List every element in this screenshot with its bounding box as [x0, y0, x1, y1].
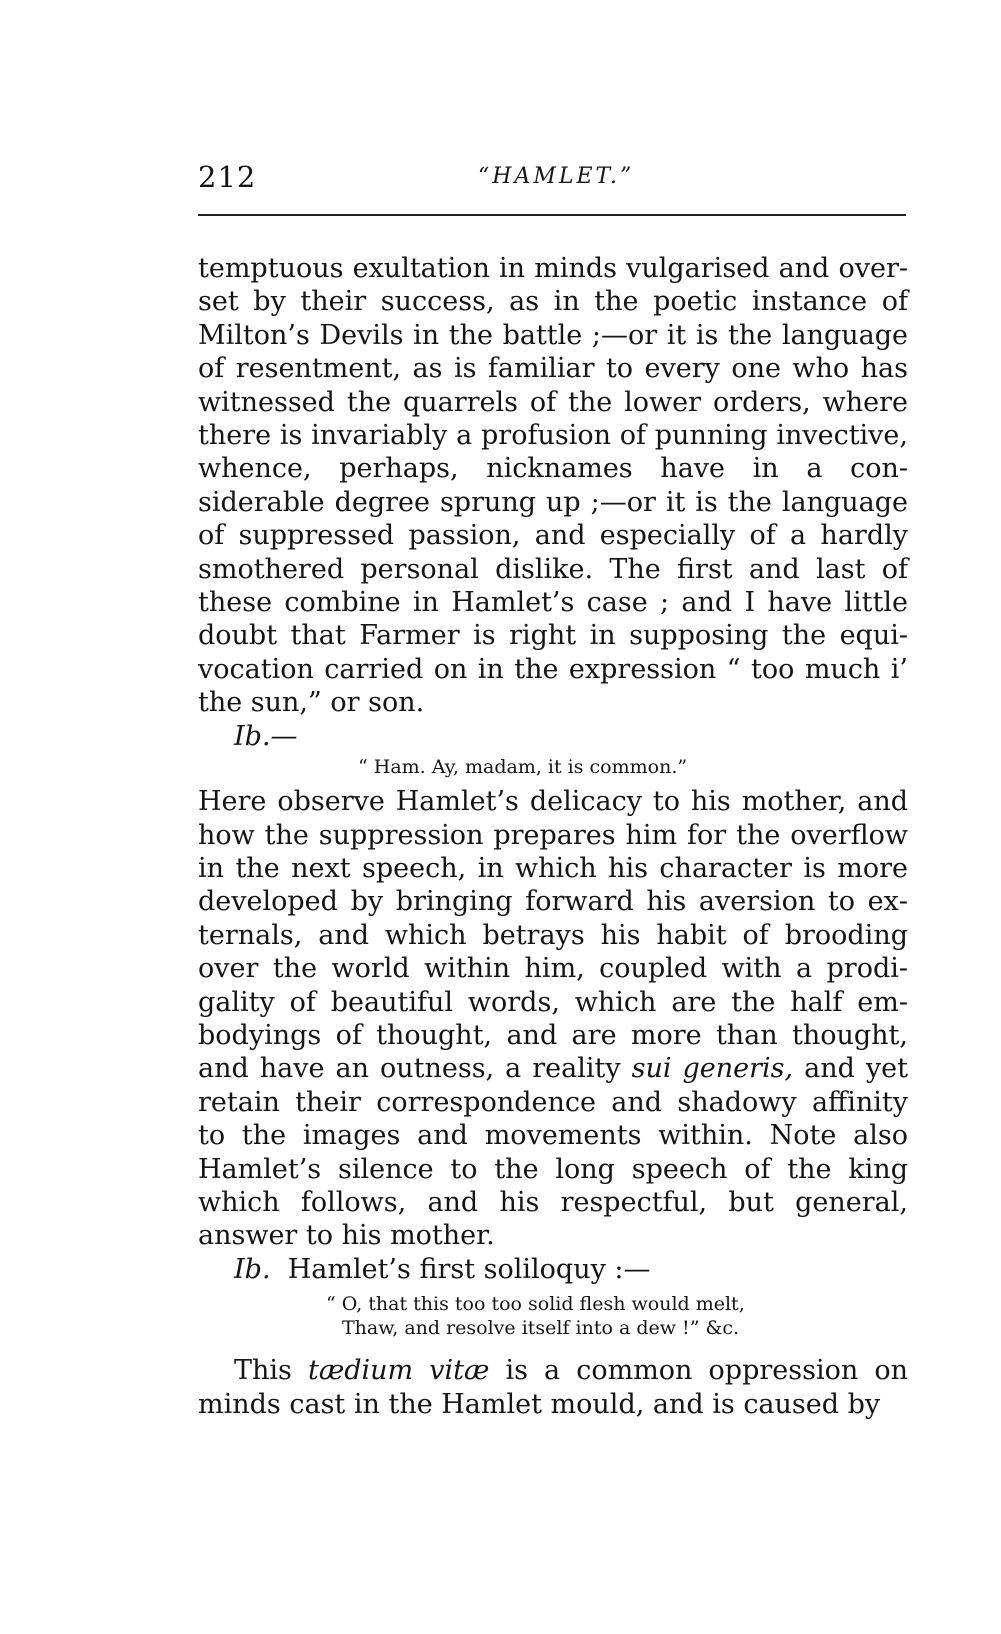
paragraph-2-text-b: and yet retain their correspondence and shadowy affinity to the images and movements within. Note also Hamlet’s silence to the long speech of the king which follows, and his respectful, but general, answer to his mother. [198, 1053, 908, 1252]
paragraph-3 [198, 1354, 908, 1421]
body-text [198, 252, 908, 1421]
paragraph-2-italic: sui generis, [631, 1053, 794, 1085]
ib-reference-1 [198, 720, 908, 753]
running-head: “HAMLET.” [478, 164, 635, 189]
paragraph-2 [198, 785, 908, 1253]
paragraph-2-text-a: Here observe Hamlet’s delicacy to his mother, and how the suppression prepares him for the overflow in the next speech, in which his character is more developed by bringing forward his aversion to externals, and which betrays his habit of brooding over the world within him, coupled with a prodigality of beautiful words, which are the half embodyings of thought, and are more than thought, and have an outness, a reality [198, 786, 908, 1085]
ib-reference-2-text: Hamlet’s first soliloquy :— [287, 1253, 651, 1285]
paragraph-3-rest: is a common oppression on minds cast in the Hamlet mould, and is caused by [198, 1355, 908, 1420]
quotation-2-line-2: Thaw, and resolve itself into a dew !” &c. [342, 1317, 740, 1340]
page-number: 212 [198, 160, 257, 194]
page-header [198, 160, 906, 204]
ib-label-2: Ib. [234, 1253, 271, 1285]
quotation-1: “ Ham. Ay, madam, it is common.” [358, 756, 688, 779]
ib-label-1: Ib.— [234, 720, 298, 752]
paragraph-3-start: This [234, 1355, 292, 1387]
header-rule [198, 214, 906, 216]
quotation-2 [198, 1292, 908, 1340]
paragraph-1: temptuous exultation in minds vulgarised and overset by their success, as in the poetic instance of Milton’s Devils in the battle ;—or it is the language of resentment, as is familiar to every one who has witnessed the quarrels of the lower orders, where there is invariably a profusion of punning invective, whence, perhaps, nicknames have in a considerable degree sprung up ;—or it is the language of suppressed passion, and especially of a hardly smothered personal dislike. The first and last of these combine in Hamlet’s case ; and I have little doubt that Farmer is right in supposing the equivocation carried on in the expression “ too much i’ the sun,” or son. [198, 253, 908, 719]
paragraph-3-italic: tædium vitæ [307, 1355, 490, 1387]
quotation-2-line-1: “ O, that this too too solid flesh would melt, [326, 1293, 745, 1316]
ib-reference-2 [198, 1253, 908, 1286]
